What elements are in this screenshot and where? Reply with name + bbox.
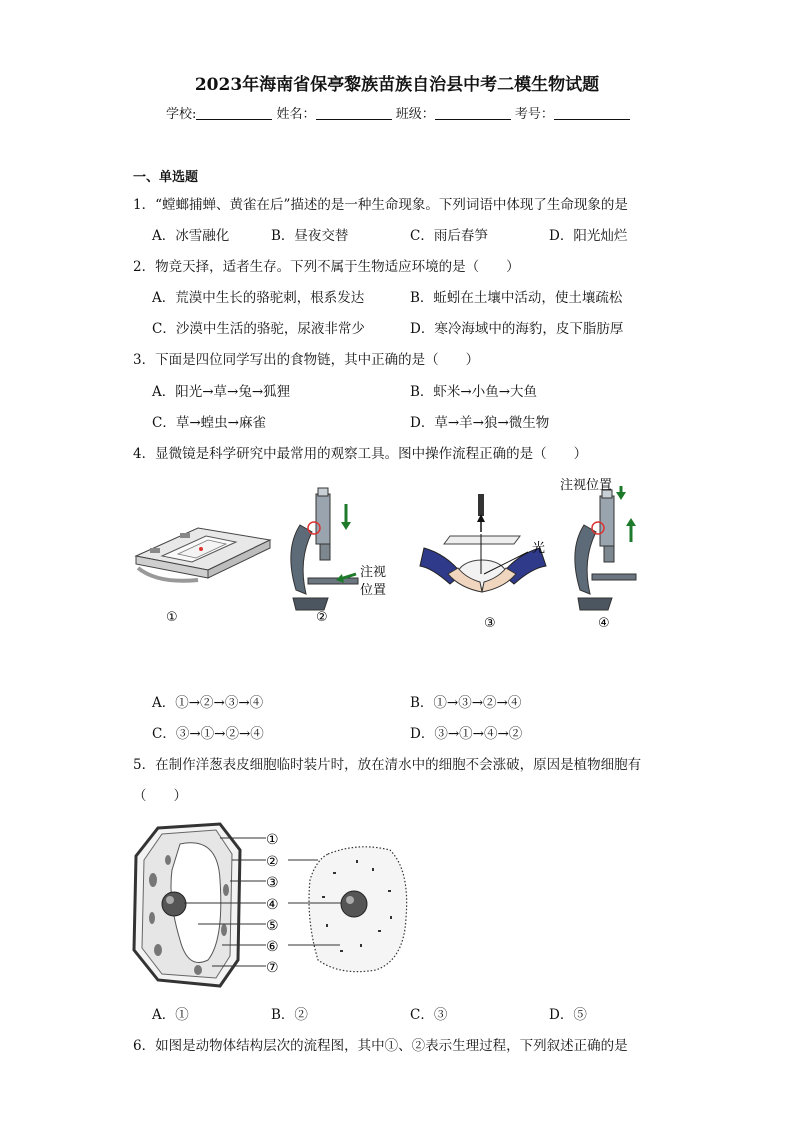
question-5-option-d: D．⑤ [549,1007,587,1023]
figure4-watch-text-b: 位置 [360,583,387,598]
name-blank [316,106,392,120]
figure4-label-2: ② [316,610,328,625]
school-blank [196,106,272,120]
exam-no-blank [554,106,630,120]
question-3-option-b: B．虾米→小鱼→大鱼 [410,384,538,400]
step4-microscope-diagram [575,486,636,610]
animal-cell-diagram [309,847,407,972]
question-2-option-d: D．寒冷海域中的海豹，皮下脂肪厚 [410,321,624,337]
section-heading: 一、单选题 [133,170,199,185]
question-5-stem-cont: （ ） [133,788,187,804]
cell-structure-figure [128,820,418,990]
plant-cell-diagram [134,824,240,986]
figure4-label-4: ④ [598,616,610,631]
class-blank [435,106,511,120]
question-2-stem: 2．物竞天择，适者生存。下列不属于生物适应环境的是（ ） [133,259,520,275]
question-6-stem: 6．如图是动物体结构层次的流程图，其中①、②表示生理过程，下列叙述正确的是 [133,1038,628,1054]
question-4-option-b: B．①→③→②→④ [410,695,522,711]
page-title: 2023年海南省保亭黎族苗族自治县中考二模生物试题 [194,75,600,95]
question-5-option-a: A．① [152,1007,189,1023]
student-info-line [166,103,630,122]
figure5-label-1: ① [266,832,279,848]
step1-stage-diagram [136,528,270,581]
microscope-operation-figure [128,470,668,638]
exam-no-label: 考号： [514,107,554,122]
figure5-label-2: ② [266,854,279,870]
figure4-watch-text-a: 注视 [360,565,387,580]
question-4-option-d: D．③→①→④→② [410,726,523,742]
step2-microscope-diagram [291,488,358,610]
question-5-option-c: C．③ [410,1007,448,1023]
question-1-option-d: D．阳光灿烂 [549,228,628,244]
question-5-option-b: B．② [271,1007,308,1023]
question-1-option-a: A．冰雪融化 [152,228,230,244]
figure5-label-6: ⑥ [266,939,279,955]
question-5-stem: 5．在制作洋葱表皮细胞临时装片时，放在清水中的细胞不会涨破，原因是植物细胞有 [133,757,642,773]
question-3-option-c: C．草→蝗虫→麻雀 [152,415,266,431]
figure5-label-4: ④ [266,897,279,913]
question-2-option-c: C．沙漠中生活的骆驼，尿液非常少 [152,321,365,337]
question-1-option-b: B．昼夜交替 [271,228,349,244]
class-label: 班级： [395,107,435,122]
school-label: 学校: [166,107,197,122]
figure4-watch-top-text: 注视位置 [560,478,613,493]
name-label: 姓名： [276,107,316,122]
figure5-label-3: ③ [266,875,279,891]
figure5-label-5: ⑤ [266,918,279,934]
figure4-label-1: ① [166,610,178,625]
figure5-label-7: ⑦ [266,960,279,976]
question-3-option-a: A．阳光→草→兔→狐狸 [152,384,291,400]
question-1-option-c: C．雨后春笋 [410,228,488,244]
question-3-option-d: D．草→羊→狼→微生物 [410,415,550,431]
figure4-label-3: ③ [484,616,496,631]
question-2-option-b: B．蚯蚓在土壤中活动，使土壤疏松 [410,290,623,306]
question-4-option-c: C．③→①→②→④ [152,726,264,742]
question-2-option-a: A．荒漠中生长的骆驼刺，根系发达 [152,290,365,306]
question-4-option-a: A．①→②→③→④ [152,695,264,711]
figure4-light-text: 光 [532,541,546,556]
step3-mirror-diagram [420,494,546,592]
question-1-stem: 1．“螳螂捕蝉、黄雀在后”描述的是一种生命现象。下列词语中体现了生命现象的是 [133,197,628,213]
question-4-stem: 4．显微镜是科学研究中最常用的观察工具。图中操作流程正确的是（ ） [133,446,588,462]
question-3-stem: 3．下面是四位同学写出的食物链，其中正确的是（ ） [133,352,480,368]
